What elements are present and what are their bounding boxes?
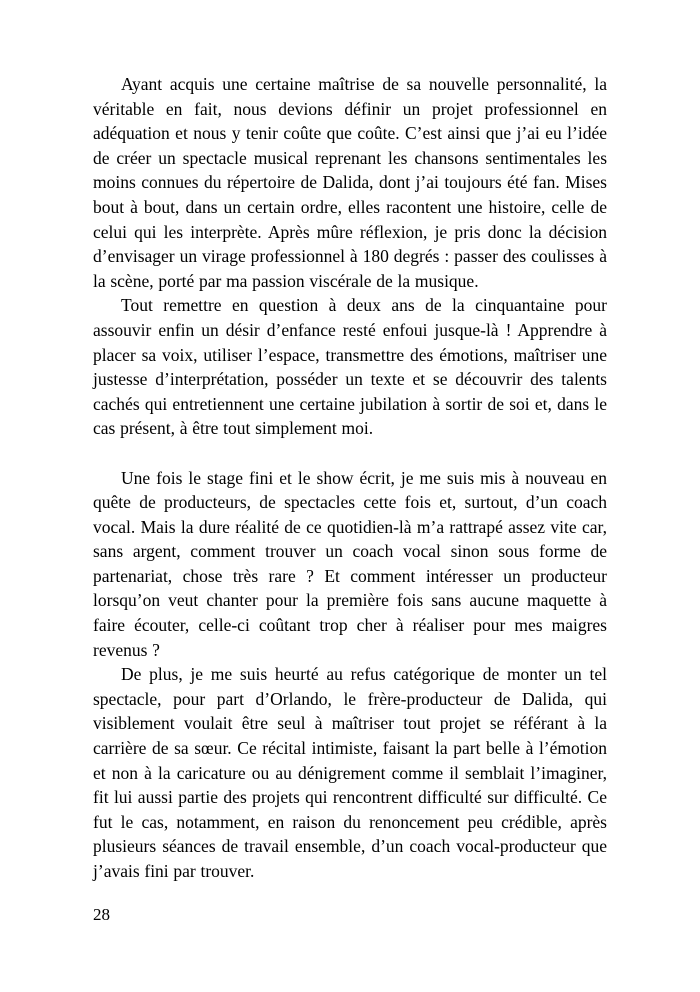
- paragraph-4: De plus, je me suis heurté au refus catégorique de monter un tel spectacle, pour part d’Orlando, le frère-producteur de Dalida, qui visiblement voulait être seul à maîtriser tout projet se référant à la carrière de sa sœur. Ce récital intimiste, faisant la part belle à l’émotion et non à la caricature ou au dénigrement comme il semblait l’imaginer, fit lui aussi partie des projets qui rencontrent difficulté sur difficulté. Ce fut le cas, notamment, en raison du renoncement peu crédible, après plusieurs séances de travail ensemble, d’un coach vocal-producteur que j’avais fini par trouver.: [93, 664, 607, 881]
- page-number: 28: [93, 905, 110, 924]
- paragraph-1: Ayant acquis une certaine maîtrise de sa nouvelle personnalité, la véritable en fait, nous devions définir un projet professionnel en adéquation et nous y tenir coûte que coûte. C’est ainsi que j’ai eu l’idée de créer un spectacle musical reprenant les chansons sentimentales les moins connues du répertoire de Dalida, dont j’ai toujours été fan. Mises bout à bout, dans un certain ordre, elles racontent une histoire, celle de celui qui les interprète. Après mûre réflexion, je pris donc la décision d’envisager un virage professionnel à 180 degrés : passer des coulisses à la scène, porté par ma passion viscérale de la musique.: [93, 74, 607, 291]
- text-block: [93, 72, 607, 884]
- paragraph-3: Une fois le stage fini et le show écrit, je me suis mis à nouveau en quête de producteurs, de spectacles cette fois et, surtout, d’un coach vocal. Mais la dure réalité de ce quotidien-là m’a rattrapé assez vite car, sans argent, comment trouver un coach vocal sinon sous forme de partenariat, chose très rare ? Et comment intéresser un producteur lorsqu’on veut chanter pour la première fois sans aucune maquette à faire écouter, celle-ci coûtant trop cher à réaliser pour mes maigres revenus ?: [93, 467, 607, 660]
- paragraph-2: Tout remettre en question à deux ans de la cinquantaine pour assouvir enfin un désir d’enfance resté enfoui jusque-là ! Apprendre à placer sa voix, utiliser l’espace, transmettre des émotions, maîtriser une justesse d’interprétation, posséder un texte et se découvrir des talents cachés qui entretiennent une certaine jubilation à sortir de soi et, dans le cas présent, à être tout simplement moi.: [93, 295, 607, 439]
